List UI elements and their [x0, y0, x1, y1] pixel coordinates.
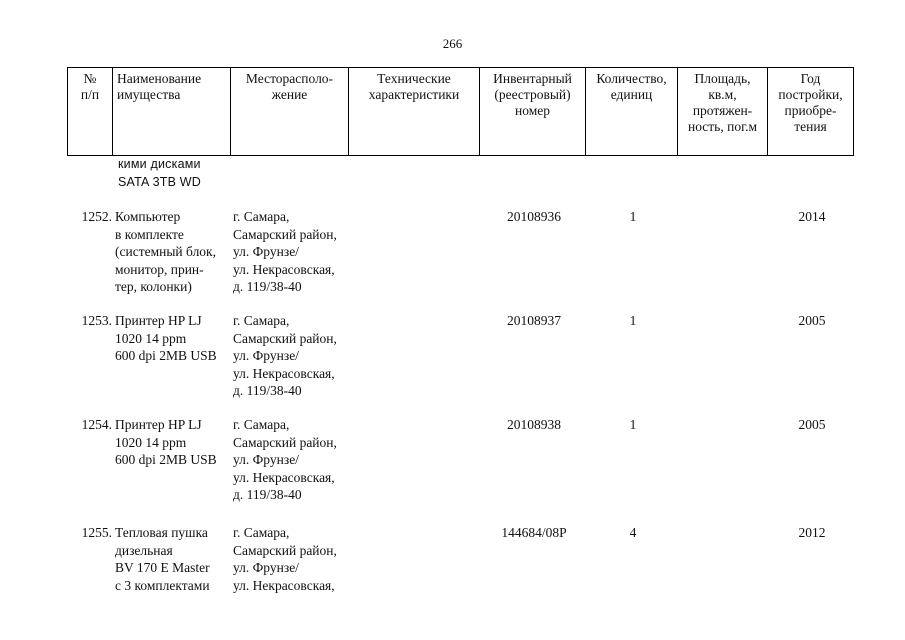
- item-location: [233, 208, 337, 296]
- header-line: №: [83, 71, 97, 86]
- cell-line: ул. Некрасовская,: [233, 577, 335, 593]
- cell-line: дизельная: [115, 542, 173, 558]
- header-line: п/п: [80, 87, 100, 102]
- header-row: [68, 68, 854, 156]
- cell-line: Самарский район,: [233, 434, 337, 450]
- header-line: номер: [514, 103, 550, 118]
- header-inventory: [480, 68, 586, 156]
- inventory-number: 20108937: [507, 313, 561, 328]
- row-number: 1254.: [81, 417, 112, 432]
- cell-line: г. Самара,: [233, 417, 290, 432]
- item-location: [233, 416, 337, 504]
- item-name: [115, 416, 217, 469]
- year: 2005: [798, 417, 826, 432]
- cell-line: SATA 3TB WD: [118, 174, 201, 189]
- cell-line: (системный блок,: [115, 244, 216, 259]
- cell-line: с 3 комплектами: [115, 577, 210, 593]
- cell-line: г. Самара,: [233, 209, 290, 224]
- inventory-number: 20108936: [507, 209, 561, 224]
- cell-line: ул. Некрасовская,: [233, 261, 335, 277]
- header-line: Площадь,: [694, 71, 751, 86]
- cell-line: Принтер HP LJ: [115, 417, 202, 432]
- header-line: протяжен-: [692, 103, 753, 118]
- header-line: жение: [271, 87, 308, 102]
- header-number: [68, 68, 113, 156]
- cell-line: ул. Некрасовская,: [233, 365, 335, 381]
- year: 2005: [798, 313, 826, 328]
- year: 2014: [798, 209, 826, 224]
- header-line: Год: [800, 71, 821, 86]
- header-line: характеристики: [368, 87, 460, 102]
- continuation-text: [118, 156, 201, 191]
- header-location: [231, 68, 349, 156]
- quantity: 4: [629, 525, 637, 540]
- header-line: Наименование: [117, 71, 202, 86]
- item-name: [115, 524, 210, 594]
- row-number: 1252.: [81, 209, 112, 224]
- header-line: единиц: [610, 87, 653, 102]
- item-name: [115, 312, 217, 365]
- cell-line: Компьютер: [115, 209, 181, 224]
- cell-line: г. Самара,: [233, 525, 290, 540]
- header-line: имущества: [117, 87, 181, 102]
- cell-line: Самарский район,: [233, 226, 337, 242]
- cell-line: Принтер HP LJ: [115, 313, 202, 328]
- quantity: 1: [629, 417, 637, 432]
- year: 2012: [798, 525, 826, 540]
- cell-line: ул. Фрунзе/: [233, 244, 299, 259]
- header-specs: [349, 68, 480, 156]
- header-line: Технические: [377, 71, 451, 86]
- quantity: 1: [629, 209, 637, 224]
- cell-line: 1020 14 ppm: [115, 330, 187, 346]
- item-location: [233, 524, 337, 594]
- cell-line: BV 170 E Master: [115, 560, 210, 575]
- cell-line: ул. Некрасовская,: [233, 469, 335, 485]
- cell-line: 600 dpi 2MB USB: [115, 348, 217, 363]
- cell-line: д. 119/38-40: [233, 279, 302, 294]
- cell-line: тер, колонки): [115, 279, 192, 294]
- header-year: [768, 68, 854, 156]
- item-name: [115, 208, 216, 296]
- cell-line: в комплекте: [115, 226, 184, 242]
- header-name: [113, 68, 231, 156]
- cell-line: д. 119/38-40: [233, 383, 302, 398]
- cell-line: Самарский район,: [233, 330, 337, 346]
- cell-line: Самарский район,: [233, 542, 337, 558]
- header-line: ность, пог.м: [687, 119, 758, 134]
- header-area: [678, 68, 768, 156]
- inventory-number: 20108938: [507, 417, 561, 432]
- header-line: приобре-: [784, 103, 837, 118]
- table-header: [67, 67, 854, 156]
- page-number: 266: [442, 36, 463, 51]
- cell-line: Тепловая пушка: [115, 525, 208, 540]
- cell-line: ул. Фрунзе/: [233, 560, 299, 575]
- header-line: (реестровый): [494, 87, 571, 102]
- cell-line: ул. Фрунзе/: [233, 348, 299, 363]
- item-location: [233, 312, 337, 400]
- cell-line: монитор, прин-: [115, 261, 204, 277]
- header-line: Инвентарный: [493, 71, 572, 86]
- header-quantity: [586, 68, 678, 156]
- cell-line: 1020 14 ppm: [115, 434, 187, 450]
- inventory-number: 144684/08Р: [501, 525, 567, 540]
- cell-line: кими дисками: [118, 157, 201, 171]
- header-line: тения: [794, 119, 827, 134]
- header-line: постройки,: [778, 87, 843, 102]
- cell-line: ул. Фрунзе/: [233, 452, 299, 467]
- cell-line: д. 119/38-40: [233, 487, 302, 502]
- header-line: Количество,: [596, 71, 667, 86]
- cell-line: г. Самара,: [233, 313, 290, 328]
- row-number: 1255.: [81, 525, 112, 540]
- header-line: Месторасполо-: [245, 71, 334, 86]
- row-number: 1253.: [81, 313, 112, 328]
- quantity: 1: [629, 313, 637, 328]
- cell-line: 600 dpi 2MB USB: [115, 452, 217, 467]
- header-line: кв.м,: [708, 87, 737, 102]
